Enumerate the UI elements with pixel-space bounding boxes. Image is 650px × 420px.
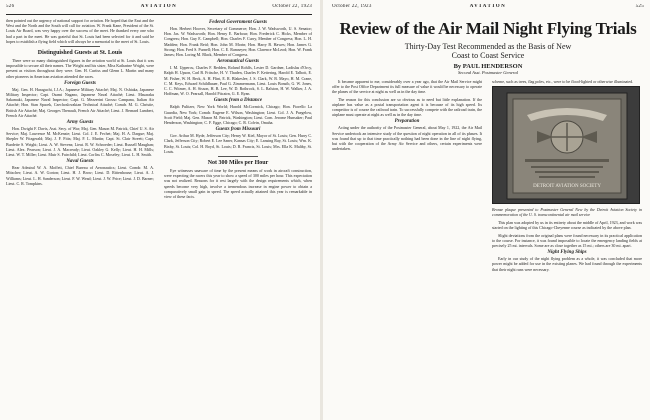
plaque-inscription: DETROIT AVIATION SOCIETY	[533, 184, 601, 190]
heading-naval-guests: Naval Guests	[66, 159, 94, 165]
guests-paragraph: There were so many distinguished figures in the aviation world at St. Louis that it was impossible to secure all their names. The Wright and his sister, Miss Katharine Wright, were present as visitors throughout they were. Gen. H. Curtiss and Glenn L. Martin and many other pioneers in American aviation attended the races.	[6, 58, 154, 79]
right-journal-name: AVIATION	[469, 4, 507, 9]
right-page-number: 525	[635, 4, 644, 9]
right-issue-date: October 22, 1923	[332, 4, 372, 9]
article-subtitle	[332, 42, 644, 60]
heading-aeronautical-guests: Aeronautical Guests	[216, 59, 260, 65]
left-columns	[6, 18, 312, 416]
byline-role: Second Asst. Postmaster General	[458, 70, 518, 75]
heading-not-300-mph: Not 300 Miles per Hour	[207, 160, 269, 167]
naval-guests-paragraph: Rear Admiral W. A. Moffett, Chief Bureau of Aeronautics; Lieut. Comdr. M. A. Mitscher; Lieut. A. W. Gorton; Lieut. H. J. Brow; Lieut. D. Rittenhouse; Lieut. A. J. Williams; Lieut. L. H. Sanderson; Lieut. F. W. Wead; Lieut. J. W. Price; Lieut. J. D. Barner; Lieut. C. R. Tompkins.	[6, 165, 154, 186]
subtitle-line-2: Coast to Coast Service	[451, 51, 525, 60]
army-guests-paragraph: Hon. Dwight F. Davis, Asst. Secy. of War; Maj. Gen. Mason M. Patrick, Chief U. S. Air Service; Maj. Lawrence M. McKenzie; Lieut. Col. J. E. Fechet; Maj. H. A. Dargue; Maj. Shepler W. Fitzgerald; Maj. J. F. Fitts; Maj. F. L. Martin; Capt. St. Clair Streett; Capt. Burdette S. Wright; Lieut. A. W. Stevens; Lieut. R. W. Schroeder; Lieut. Russell Maughan; Lieut. Alex. Pearson; Lieut. J. A. Macready; Lieut. Oakley G. Kelly; Lieut. H. H. Mills; Lieut. W. T. Miller; Lieut. Muir S. Fairchild; Lieut. Corliss C. Moseley; Lieut. L. H. Smith.	[6, 126, 154, 158]
heading-distinguished-guests: Distinguished Guests at St. Louis	[37, 50, 123, 57]
left-page	[6, 4, 312, 418]
left-running-head	[6, 4, 312, 13]
section-divider	[218, 156, 258, 157]
right-running-head	[332, 4, 644, 13]
left-column-2	[164, 18, 312, 416]
article-title: Review of the Air Mail Night Flying Trials	[339, 19, 637, 38]
left-header-rule	[6, 14, 312, 15]
left-journal-name: AVIATION	[140, 4, 178, 9]
right-column-1	[332, 79, 482, 379]
missouri-guests-paragraph: Gov. Arthur M. Hyde, Jefferson City; Henry W. Kiel, Mayor of St. Louis; Gen. Harry C. Clark, Jefferson City; Robert E. Lee Saner, Kansas City; E. Lansing Ray, St. Louis; Wm. K. Bixby, St. Louis; Col. H. Boyd, St. Louis; D. R. Francis, St. Louis; Mrs. Ella K. Maltby, St. Louis.	[164, 133, 312, 154]
deviations-paragraph: Slight deviations from the original plans were found necessary in its practical application to the course. For instance, it was found impossible to locate the emergency landing fields at precisely 25 mi. intervals. Some are as close together as 15 mi.; others are 30 mi. apart.	[492, 232, 642, 249]
foreign-guests-paragraph: Maj. Gen. H. Haraguchi, I.J.A.; Japanese Military Attaché; Maj. N. Oshiaka, Japanese Military Inspector; Capt. Osami Nagano, Japanese Naval Attaché; Lieut. Masaraku Sakamaki, Japanese Naval Inspector; Capt. G. Mezzerini Grosso Campana, Italian Air Attaché; Hon. Stan Spacek, Czechoslovakian Technical Attaché; Comdr. M. G. Christie, British Air Attaché; Maj. Georges Thenault, French Air Attaché; Lieut. J. Bernard Lambert, French Air Attaché.	[6, 86, 154, 118]
heading-preparation: Preparation	[394, 119, 420, 125]
intro-paragraph: then pointed out the urgency of national support for aviation. He hoped that the East and the West and the North and the South will call for aviation. W. Frank Kane, President of the St. Louis Air Board, was very happy over the success of the meet. He thanked every one who had a part in the meet. He was grateful that St. Louis had been selected for it and said he hopes to establish a flying field which will always be a memorial to the meet of St. Louis.	[6, 18, 154, 44]
right-columns	[332, 79, 644, 379]
right-page	[332, 4, 644, 418]
lighting-plan-paragraph: This plan was adopted by us in its entirety about the middle of April, 1923, and work was started on the lighting of this Chicago-Cheyenne course as indicated by the above plan.	[492, 220, 642, 231]
heading-foreign-guests: Foreign Guests	[64, 80, 96, 86]
night-flying-ships-paragraph: Early in our study of the night flying problem as a whole, it was concluded that more power might be added for use in the existing planes. We had found through the experiments that their night runs were necessary.	[492, 256, 642, 272]
aeronautical-guests-paragraph: I. M. Uppercu, Charles F. Redden, Roland Rohlfs, Lester D. Gardner, Ladislas d'Orcy, Ralph H. Upson, Carl B. Fritsche, H. V. Thaden, Charles F. Kettering, Harold E. Talbott, E. M. Fisher, W. H. Beck, A. H. Flint, E. R. Blakeslee, J. S. Clark, W. B. Mayo, H. M. Crane, C. M. Keys, Edward Schildhauer, Paul G. Zimmermann, Lieut. Louis Bonsib, G. W. Jones, C. C. Witmer, A. H. Sisson, H. B. Lee, W. D. Rothrock, S. L. Ralston, H. W. Walker, J. A. Hoffman, W. O. Pearsall, Harold Pitcairn, G. E. Ryan.	[164, 65, 312, 97]
heading-missouri-guests: Guests from Missouri	[215, 127, 261, 133]
article-byline: By PAUL HENDERSON	[453, 63, 523, 70]
article-intro-paragraph: It became apparent to me, considerably over a year ago, that the Air Mail Service might offer to the Post Office Department its full measure of value it would be necessary to operate the planes of the service at night as well as in the day time.	[332, 79, 482, 95]
photo-caption: Bronze plaque presented to Postmaster General New by the Detroit Aviation Society in commemoration of the U. S. transcontinental air mail service	[492, 207, 642, 218]
heading-federal-guests: Federal Government Guests	[208, 20, 268, 25]
heading-distance-guests: Guests from a Distance	[213, 98, 263, 104]
continued-paragraph: scheme, such as trees, flag poles, etc., were to be flood-lighted or otherwise illuminated.	[492, 79, 634, 84]
article-reasoning-paragraph: The reason for this conclusion are so obvious as to need but little explanation. If the airplane has value as a postal transportation agent it is because of its high speed. Its competitor is of course the railroad train. To successfully compete with the railroad train, the airplane must operate at night as well as in the day time.	[332, 96, 482, 118]
section-divider	[60, 46, 100, 47]
heading-night-flying-ships: Night Flying Ships	[547, 250, 587, 256]
preparation-paragraph: Acting under the authority of the Postmaster General, about May 1, 1922, the Air Mail Service undertook an intensive study of the question of night operation in all of its phases. It was found that up to that time practically nothing had been done in the line of night flying, but with the cooperation of the Army Air Service and others, certain experiments were undertaken.	[332, 125, 482, 152]
page-gutter	[320, 0, 323, 420]
distance-guests-paragraph: Ralph Pulitzer, New York World; Harold McCormick, Chicago; Hon. Fiorello La Guardia, New York; Comdr. Eugene E. Wilson, Washington; Lieut. Col. J. A. Paegelow, Scott Field; Maj. Gen. Mason M. Patrick, Washington; Lieut. Com. Jerome Hunsaker; Paul Henderson, Washington; C. F. Egge, Chicago; C. R. Colvin, Omaha.	[164, 104, 312, 126]
heading-army-guests: Army Guests	[66, 120, 94, 126]
subtitle-line-1: Thirty-Day Test Recommended as the Basis of New	[404, 42, 572, 51]
not-300-mph-paragraph: Eye witnesses unaware of time by the present means of work in aircraft construction, were expecting the racers this year to show a speed of 300 miles per hour. This expectation was not realized. Reasons for it rest largely with the design requirements which, when speeds become very high, involve a tremendous increase in engine power to obtain a comparatively small gain in speed. The speed actually attained this year is remarkable in view of these facts.	[164, 168, 312, 200]
left-page-number: 526	[6, 4, 15, 9]
federal-guests-paragraph: Hon. Herbert Hoover, Secretary of Commerce; Hon. J. W. Wadsworth, U. S. Senator; Hon. Jas. W. Wadsworth; Hon. Henry E. Barbour; Hon. Frederick C. Hicks, Member of Congress; Hon. Guy E. Campbell; Hon. Charles F. Curry, Member of Congress; Hon. L. H. Madden; Hon. Frank Reid; Hon. John M. Morin; Hon. Harry B. Hawes; Hon. James G. Strong; Hon. Fred S. Purnell; Hon. C. E. Ramseyer; Hon. Clarence McLeod; Hon. W. Frank James; Hon. Loring M. Black, Member of Congress.	[164, 26, 312, 58]
right-column-2	[492, 79, 642, 379]
plaque-image	[493, 87, 640, 204]
left-column-1	[6, 18, 154, 416]
bronze-plaque-photo	[492, 86, 640, 204]
left-issue-date: October 22, 1923	[272, 4, 312, 9]
